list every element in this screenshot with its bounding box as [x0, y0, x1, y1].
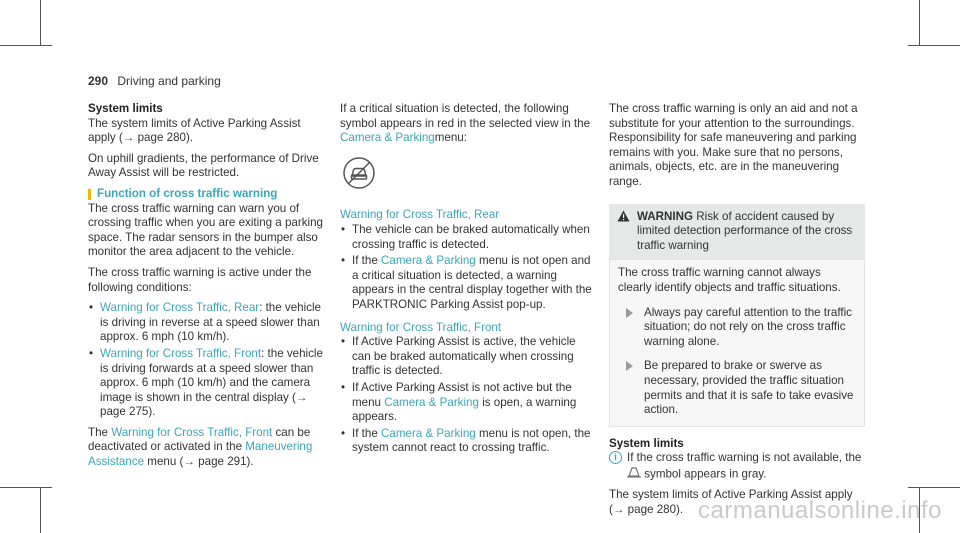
heading-system-limits: System limits: [88, 102, 163, 115]
section-heading-text: Function of cross traffic warning: [97, 186, 278, 200]
info-icon: i: [609, 451, 622, 464]
step-item: Be prepared to brake or swerve as necessary, provided the traffic situation permits and that it is safe to take evasive action.: [618, 359, 856, 417]
warning-label: WARNING: [637, 209, 694, 223]
paragraph: The system limits of Active Parking Assist apply (→ page 280).: [88, 116, 301, 145]
list-item: • Warning for Cross Traffic, Rear: the vehicle is driving in reverse at a speed slower than approx. 6 mph (10 km/h).: [89, 301, 322, 344]
car-collision-icon: [342, 156, 596, 195]
paragraph: The cross traffic warning is active under the following conditions:: [88, 265, 312, 294]
crop-mark: [40, 0, 41, 46]
list-item: • Warning for Cross Traffic, Front: the vehicle is driving forwards at a speed slower than approx. 6 mph (10 km/h) and the camera image is shown in the central display (→ page 275).: [89, 346, 323, 419]
arrow-icon: [626, 308, 633, 318]
link[interactable]: Camera & Parking: [340, 131, 435, 145]
warning-header: [609, 204, 865, 260]
column-1: [88, 102, 326, 476]
section-heading: [88, 187, 326, 202]
warning-body: [609, 259, 865, 426]
watermark: carmanualsonline.info: [698, 497, 942, 524]
subheading-rear: Warning for Cross Traffic, Rear: [340, 208, 500, 222]
crop-mark: [908, 487, 960, 488]
column-3: [609, 102, 865, 524]
link[interactable]: Warning for Cross Traffic, Front: [100, 346, 262, 360]
crop-mark: [0, 45, 52, 46]
step-item: Always pay careful attention to the traffic situation; do not rely on the cross traffic warning alone.: [618, 306, 856, 350]
paragraph: The cross traffic warning is only an aid and not a substitute for your attention to the surroundings. Responsibility for safe maneuvering and parking remains with you. Make sure that no persons, animals, objects, etc. are in the maneuvering range.: [609, 102, 858, 188]
link[interactable]: Warning for Cross Traffic, Front: [111, 425, 273, 439]
warning-box: [609, 204, 865, 427]
info-note: i If the cross traffic warning is not available, the symbol appears in gray.: [609, 451, 865, 482]
link[interactable]: Camera & Parking: [381, 426, 476, 440]
crop-mark: [0, 487, 52, 488]
paragraph: The system limits of Active Parking Assist apply (→ page 280).: [609, 488, 853, 517]
link[interactable]: Camera & Parking: [384, 395, 479, 409]
crop-mark: [919, 0, 920, 46]
link[interactable]: Maneuvering Assistance: [88, 440, 313, 469]
list-item-text: : the vehicle is driving in reverse at a speed slower than approx. 6 mph (10 km/h).: [100, 301, 322, 344]
warning-triangle-icon: [617, 210, 630, 227]
section-title: Driving and parking: [117, 74, 221, 88]
link[interactable]: Camera & Parking: [381, 254, 476, 268]
conditions-list: [88, 301, 326, 420]
list-item: • If Active Parking Assist is not active but the menu Camera & Parking is open, a warning appears.: [341, 380, 577, 424]
paragraph: The cross traffic warning can warn you of crossing traffic when you are exiting a parking space. The radar sensors in the bumper also monitor the area adjacent to the vehicle.: [88, 201, 324, 259]
column-2: [340, 102, 596, 462]
list-item: • If the Camera & Parking menu is not open and a critical situation is detected, a warning appears in the central display together with the PARKTRONIC Parking Assist pop-up.: [341, 254, 592, 311]
paragraph: The Warning for Cross Traffic, Front can be deactivated or activated in the Maneuvering Assistance menu (→ page 291).: [88, 425, 313, 469]
cross-traffic-symbol-icon: [627, 466, 641, 483]
section-marker: [88, 189, 91, 200]
rear-list: [340, 223, 596, 313]
warning-title: Risk of accident caused by limited detection performance of the cross traffic warning: [637, 209, 853, 252]
link[interactable]: Warning for Cross Traffic, Rear: [100, 301, 260, 315]
page-header: [88, 74, 221, 88]
paragraph: If a critical situation is detected, the following symbol appears in red in the selected view in the Camera & Parkingmenu:: [340, 102, 591, 145]
list-item-text: : the vehicle is driving forwards at a speed slower than approx. 6 mph (10 km/h) and the camera image is shown in the central display (→ page 275).: [100, 346, 323, 419]
front-list: [340, 335, 596, 456]
heading-system-limits: System limits: [609, 436, 684, 450]
paragraph: On uphill gradients, the performance of Drive Away Assist will be restricted.: [88, 151, 319, 180]
warning-text: The cross traffic warning cannot always clearly identify objects and traffic situations.: [618, 266, 841, 294]
list-item: • If the Camera & Parking menu is not open, the system cannot react to crossing traffic.: [341, 426, 591, 455]
arrow-icon: [626, 361, 633, 371]
crop-mark: [908, 45, 960, 46]
list-item: • The vehicle can be braked automatically when crossing traffic is detected.: [341, 222, 590, 251]
subheading-front: Warning for Cross Traffic, Front: [340, 320, 502, 334]
crop-mark: [40, 487, 41, 533]
list-item: • If Active Parking Assist is active, the vehicle can be braked automatically when crossing traffic is detected.: [341, 335, 576, 378]
page-number: 290: [88, 74, 109, 88]
